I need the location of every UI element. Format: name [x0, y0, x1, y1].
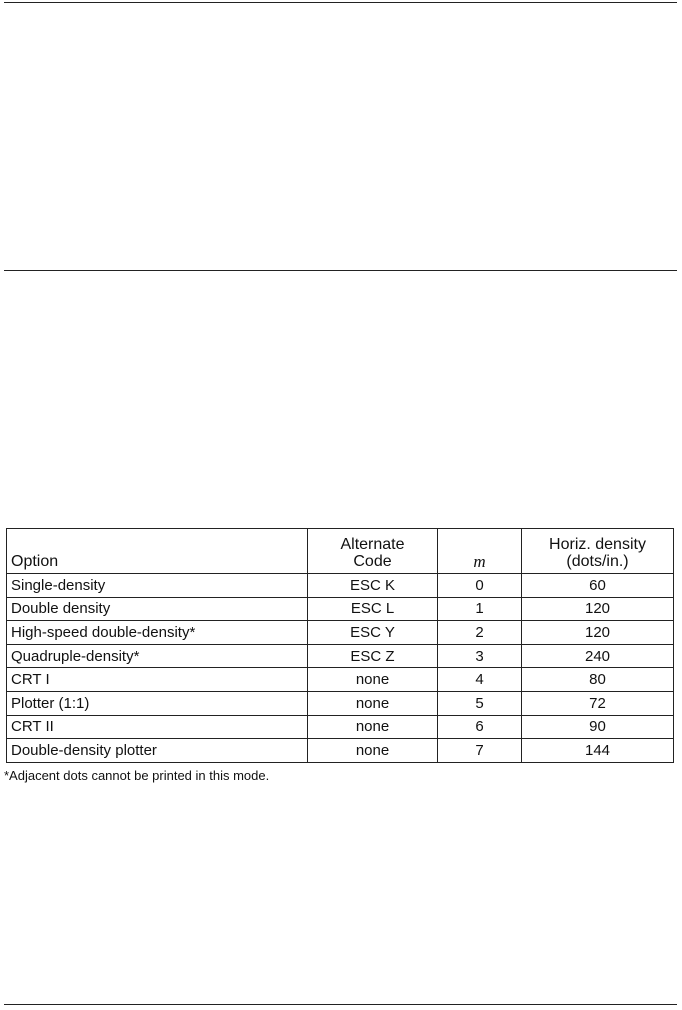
density-cell: 120 [522, 621, 674, 645]
m-cell: 2 [438, 621, 522, 645]
density-cell: 120 [522, 597, 674, 621]
code-cell: none [308, 715, 438, 739]
alternate-code-header: Alternate Code [308, 529, 438, 574]
table-row [7, 715, 674, 739]
bottom-rule [4, 1004, 677, 1005]
density-cell: 72 [522, 691, 674, 715]
option-cell: Plotter (1:1) [7, 691, 308, 715]
table-header-row [7, 529, 674, 574]
table-footnote: *Adjacent dots cannot be printed in this mode. [4, 768, 270, 783]
table-row [7, 574, 674, 598]
density-cell: 80 [522, 668, 674, 692]
density-cell: 90 [522, 715, 674, 739]
density-header: Horiz. density (dots/in.) [522, 529, 674, 574]
option-cell: High-speed double-density* [7, 621, 308, 645]
table-row [7, 621, 674, 645]
m-cell: 4 [438, 668, 522, 692]
density-cell: 144 [522, 739, 674, 763]
table-row [7, 668, 674, 692]
code-cell: none [308, 691, 438, 715]
table-row [7, 691, 674, 715]
option-cell: Double-density plotter [7, 739, 308, 763]
table-row [7, 597, 674, 621]
option-cell: CRT I [7, 668, 308, 692]
code-cell: ESC K [308, 574, 438, 598]
code-cell: ESC Z [308, 644, 438, 668]
option-cell: Single-density [7, 574, 308, 598]
graphics-mode-table [6, 528, 674, 763]
m-cell: 5 [438, 691, 522, 715]
m-header: m [438, 529, 522, 574]
m-cell: 6 [438, 715, 522, 739]
option-cell: Quadruple-density* [7, 644, 308, 668]
density-cell: 240 [522, 644, 674, 668]
m-cell: 7 [438, 739, 522, 763]
option-cell: Double density [7, 597, 308, 621]
code-cell: none [308, 668, 438, 692]
option-header: Option [7, 529, 308, 574]
code-cell: ESC L [308, 597, 438, 621]
section-rule [4, 270, 677, 271]
m-cell: 3 [438, 644, 522, 668]
table-row [7, 739, 674, 763]
table-row [7, 644, 674, 668]
top-rule [4, 2, 677, 3]
m-cell: 1 [438, 597, 522, 621]
density-cell: 60 [522, 574, 674, 598]
m-cell: 0 [438, 574, 522, 598]
code-cell: none [308, 739, 438, 763]
option-cell: CRT II [7, 715, 308, 739]
code-cell: ESC Y [308, 621, 438, 645]
